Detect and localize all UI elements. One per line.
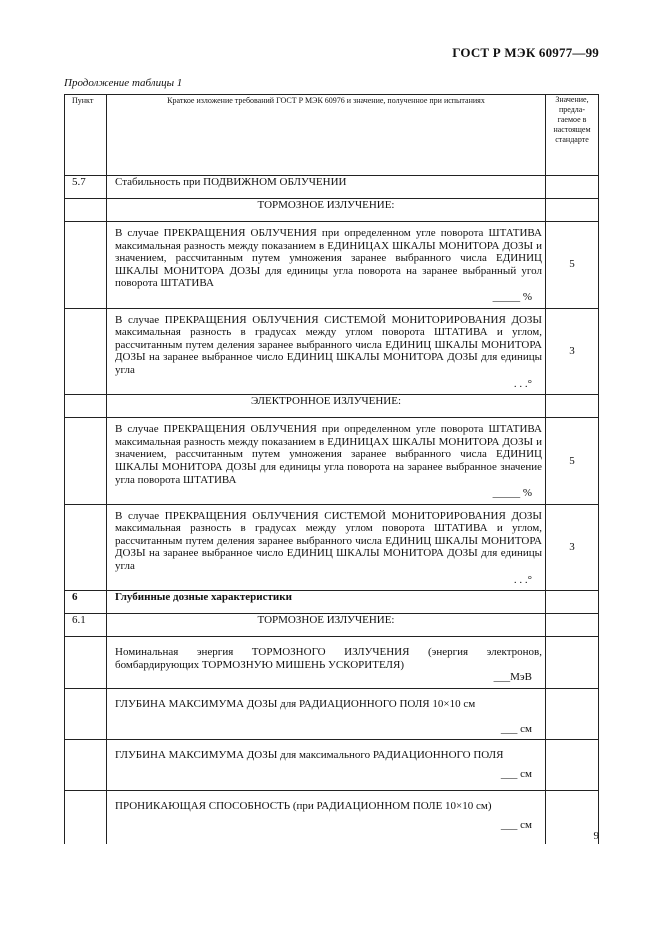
table-row bbox=[65, 199, 599, 222]
requirement-text: ПРОНИКАЮЩАЯ СПОСОБНОСТЬ (при РАДИАЦИОННОМ ПОЛЕ 10×10 см) bbox=[115, 800, 492, 813]
col-header-description: Краткое изложение требований ГОСТ Р МЭК 60976 и значение, полученное при испытаниях bbox=[107, 95, 546, 176]
table-row bbox=[65, 308, 599, 395]
row-number: 6 bbox=[65, 591, 107, 614]
value-blank: ___ см bbox=[500, 819, 532, 832]
table-row bbox=[65, 637, 599, 689]
table-row bbox=[65, 740, 599, 791]
section-heading-brake: ТОРМОЗНОЕ ИЗЛУЧЕНИЕ: bbox=[107, 199, 546, 222]
value-blank: ___МэВ bbox=[493, 671, 532, 684]
document-standard-header: ГОСТ Р МЭК 60977—99 bbox=[452, 45, 599, 60]
row-title: Стабильность при ПОДВИЖНОМ ОБЛУЧЕНИИ bbox=[107, 176, 546, 199]
table-row bbox=[65, 418, 599, 505]
col-header-value: Значение, предла-гаемое в настоящем стандарте bbox=[546, 95, 599, 176]
value-blank: ___ см bbox=[500, 768, 532, 781]
table-continuation-caption: Продолжение таблицы 1 bbox=[64, 77, 183, 89]
value-blank: ___ см bbox=[500, 722, 532, 735]
value-blank: _____ % bbox=[492, 290, 532, 303]
proposed-value: 3 bbox=[546, 308, 599, 395]
requirement-text: ГЛУБИНА МАКСИМУМА ДОЗЫ для максимального РАДИАЦИОННОГО ПОЛЯ bbox=[115, 749, 504, 762]
table-row bbox=[65, 176, 599, 199]
requirement-text: В случае ПРЕКРАЩЕНИЯ ОБЛУЧЕНИЯ при определенном угле поворота ШТАТИВА максимальная разность между показанием в ЕДИНИЦАХ ШКАЛЫ МОНИТОРА ДОЗЫ и значением, рассчитанным путем умножения заранее выбранного числа ЕДИНИЦ ШКАЛЫ МОНИТОРА ДОЗЫ для единицы угла поворота на заранее выбранный угол поворота ШТАТИВА bbox=[115, 227, 542, 290]
requirements-table bbox=[64, 94, 599, 844]
table-row bbox=[65, 689, 599, 740]
table-header-row bbox=[65, 95, 599, 176]
value-blank: _____ % bbox=[492, 487, 532, 500]
proposed-value: 5 bbox=[546, 418, 599, 505]
table-row bbox=[65, 591, 599, 614]
section-heading-brake-depth: ТОРМОЗНОЕ ИЗЛУЧЕНИЕ: bbox=[107, 614, 546, 637]
requirement-text: Номинальная энергия ТОРМОЗНОГО ИЗЛУЧЕНИЯ (энергия электронов, бомбардирующих ТОРМОЗНУЮ МИШЕНЬ УСКОРИТЕЛЯ) bbox=[115, 646, 542, 671]
section-heading-electron: ЭЛЕКТРОННОЕ ИЗЛУЧЕНИЕ: bbox=[107, 395, 546, 418]
table-row bbox=[65, 614, 599, 637]
value-blank: . . .° bbox=[513, 573, 532, 586]
requirement-text: В случае ПРЕКРАЩЕНИЯ ОБЛУЧЕНИЯ СИСТЕМОЙ МОНИТОРИРОВАНИЯ ДОЗЫ максимальная разность в градусах между углом поворота ШТАТИВА и углом, рассчитанным путем деления заранее выбранного числа ЕДИНИЦ ШКАЛЫ МОНИТОРА ДОЗЫ на заранее выбранное число ЕДИНИЦ ШКАЛЫ МОНИТОРА ДОЗЫ для единицы угла bbox=[115, 313, 542, 376]
proposed-value: 5 bbox=[546, 222, 599, 309]
row-number: 6.1 bbox=[65, 614, 107, 637]
col-header-point: Пункт bbox=[65, 95, 107, 176]
page-number: 9 bbox=[593, 830, 599, 842]
requirement-text: ГЛУБИНА МАКСИМУМА ДОЗЫ для РАДИАЦИОННОГО ПОЛЯ 10×10 см bbox=[115, 698, 476, 711]
table-row bbox=[65, 395, 599, 418]
row-title: Глубинные дозные характеристики bbox=[107, 591, 546, 614]
requirement-text: В случае ПРЕКРАЩЕНИЯ ОБЛУЧЕНИЯ СИСТЕМОЙ МОНИТОРИРОВАНИЯ ДОЗЫ максимальная разность в градусах между углом поворота ШТАТИВА и углом, рассчитанным путем деления заранее выбранного числа ЕДИНИЦ ШКАЛЫ МОНИТОРА ДОЗЫ на заранее выбранное число ЕДИНИЦ ШКАЛЫ МОНИТОРА ДОЗЫ для единицы угла bbox=[115, 509, 542, 573]
value-blank: . . .° bbox=[513, 377, 532, 390]
table-row bbox=[65, 222, 599, 309]
table-row bbox=[65, 791, 599, 845]
table-row bbox=[65, 504, 599, 591]
proposed-value: 3 bbox=[546, 504, 599, 591]
row-number: 5.7 bbox=[65, 176, 107, 199]
requirement-text: В случае ПРЕКРАЩЕНИЯ ОБЛУЧЕНИЯ при определенном угле поворота ШТАТИВА максимальная разность между показанием в ЕДИНИЦАХ ШКАЛЫ МОНИТОРА ДОЗЫ и значением, рассчитанным путем умножения заранее выбранного числа ЕДИНИЦ ШКАЛЫ МОНИТОРА ДОЗЫ для единицы угла поворота на заранее выбранное значение угла поворота ШТАТИВА bbox=[115, 423, 542, 486]
